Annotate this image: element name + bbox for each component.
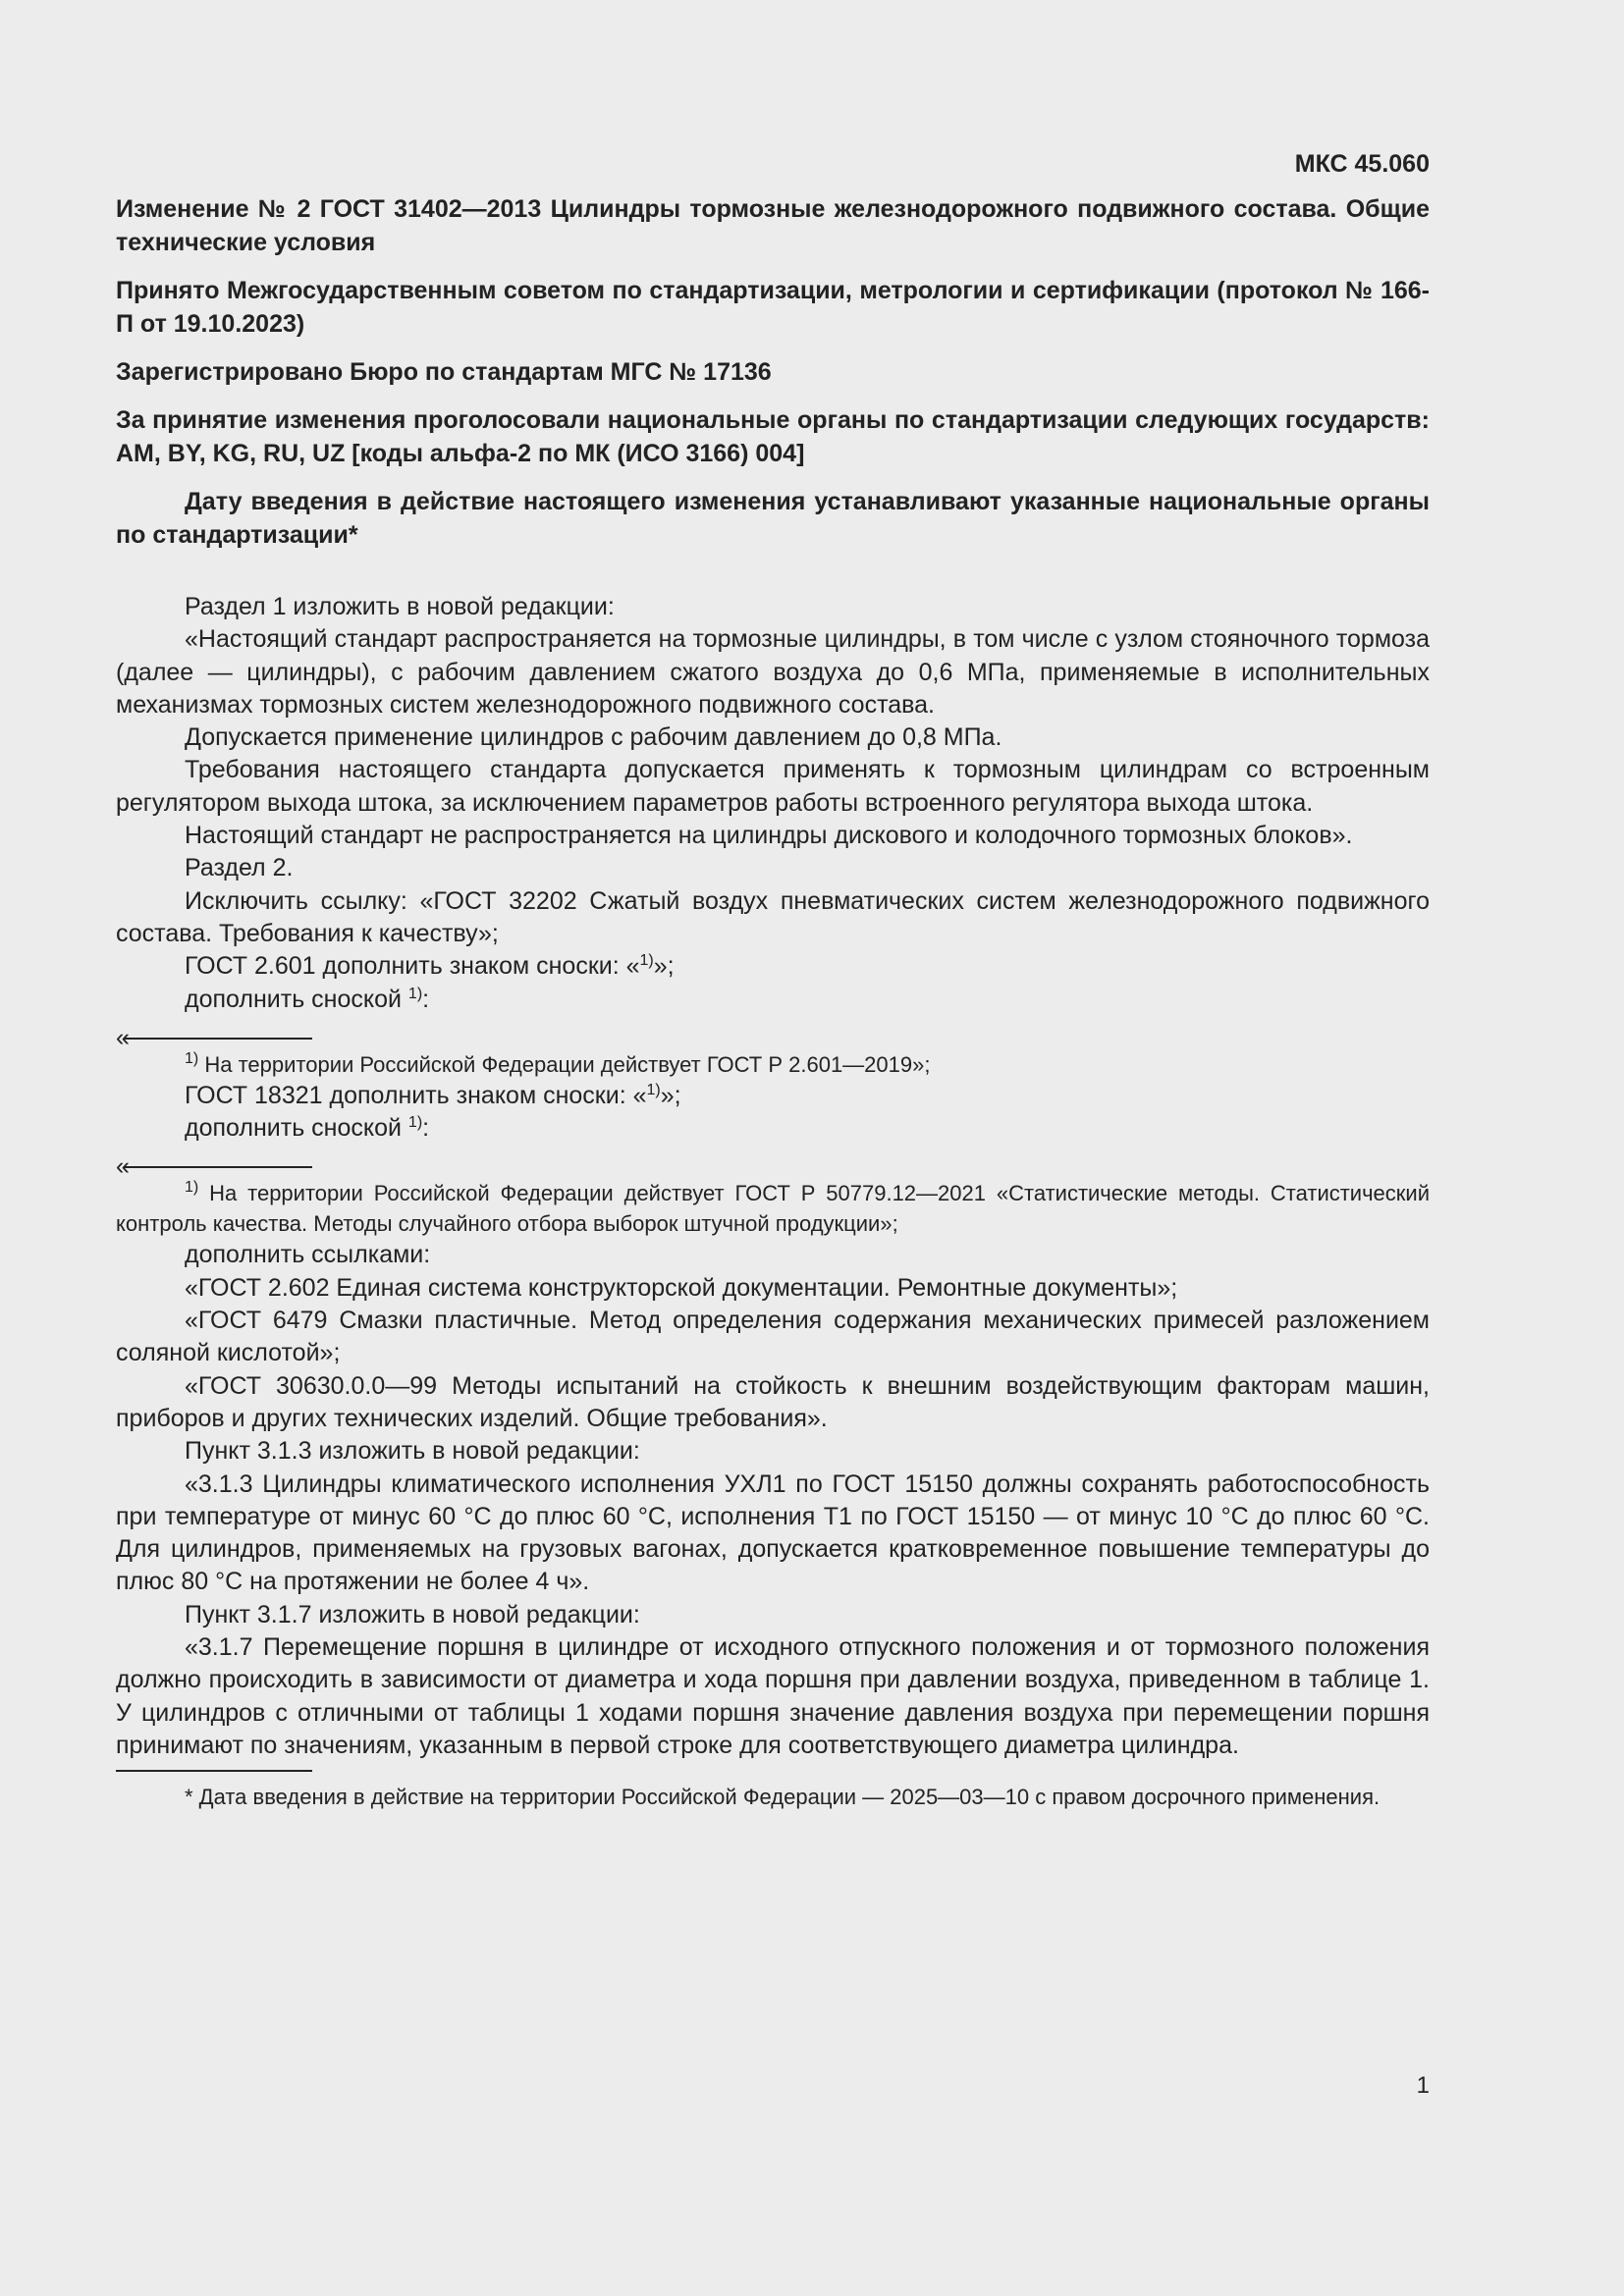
- footnote-mark: 1): [639, 952, 654, 970]
- page-number: 1: [1416, 2072, 1430, 2099]
- paragraph: Исключить ссылку: «ГОСТ 32202 Сжатый воздух пневматических систем железнодорожного подвижного состава. Требования к качеству»;: [116, 886, 1430, 947]
- paragraph: Пункт 3.1.7 изложить в новой редакции:: [185, 1600, 640, 1629]
- footnote-mark: 1): [185, 1179, 199, 1197]
- paragraph: «ГОСТ 6479 Смазки пластичные. Метод определения содержания механических примесей разложением соляной кислотой»;: [116, 1307, 1430, 1367]
- text-span: »;: [660, 1081, 681, 1109]
- document-page: [116, 147, 1430, 1834]
- paragraph: Раздел 2.: [185, 854, 294, 882]
- paragraph: [116, 984, 1430, 1016]
- footnote-mark: 1): [185, 1049, 199, 1067]
- effective-date-notice: Дату введения в действие настоящего изменения устанавливают указанные национальные органы по стандартизации*: [116, 488, 1430, 549]
- paragraph: «3.1.7 Перемещение поршня в цилиндре от исходного отпускного положения и от тормозного положения должно происходить в зависимости от диаметра и хода поршня при давлении воздуха, приведенном в таблице 1. У цилиндров с отличными от таблицы 1 ходами поршня значение давления воздуха при перемещении поршня принимают по значениям, указанным в первой строке для соответствующего диаметра цилиндра.: [116, 1633, 1430, 1759]
- footnote-mark: 1): [407, 1114, 423, 1132]
- paragraph: Настоящий стандарт не распространяется на цилиндры дискового и колодочного тормозных блоков».: [185, 822, 1353, 850]
- effective-date-footnote: * Дата введения в действие на территории Российской Федерации — 2025—03—10 с правом досрочного применения.: [185, 1785, 1380, 1810]
- separator-line: [124, 1038, 312, 1040]
- paragraph: «3.1.3 Цилиндры климатического исполнения УХЛ1 по ГОСТ 15150 должны сохранять работоспособность при температуре от минус 60 °С до плюс 60 °С, исполнения Т1 по ГОСТ 15150 — от минус 10 °С до плюс 60 °С. Для цилиндров, применяемых на грузовых вагонах, допускается кратковременное повышение температуры до плюс 80 °С на протяжении не более 4 ч».: [116, 1469, 1430, 1596]
- amendment-title: Изменение № 2 ГОСТ 31402—2013 Цилиндры тормозные железнодорожного подвижного состава. Общие технические условия: [116, 195, 1430, 256]
- footnote-separator: [116, 1023, 1430, 1051]
- amendment-body: [116, 591, 1430, 1762]
- paragraph: Пункт 3.1.3 изложить в новой редакции:: [185, 1437, 640, 1466]
- paragraph: [116, 1080, 1430, 1112]
- footnote-text: [116, 1178, 1430, 1239]
- paragraph: дополнить ссылками:: [185, 1241, 431, 1269]
- text-span: :: [422, 1114, 430, 1143]
- paragraph: «ГОСТ 30630.0.0—99 Методы испытаний на стойкость к внешним воздействующим факторам машин, приборов и других технических изделий. Общие требования».: [116, 1371, 1430, 1432]
- paragraph: «ГОСТ 2.602 Единая система конструкторской документации. Ремонтные документы»;: [185, 1273, 1178, 1302]
- registration-statement: Зарегистрировано Бюро по стандартам МГС № 17136: [116, 358, 772, 386]
- footnote-divider: [116, 1770, 312, 1772]
- footnote-mark: 1): [407, 985, 423, 1002]
- footnote-separator: [116, 1152, 1430, 1181]
- mks-code: МКС 45.060: [1294, 150, 1430, 178]
- paragraph: Требования настоящего стандарта допускается применять к тормозным цилиндрам со встроенным регулятором выхода штока, за исключением параметров работы встроенного регулятора выхода штока.: [116, 756, 1430, 817]
- inserted-footnote: [116, 1152, 1430, 1239]
- text-span: ГОСТ 18321 дополнить знаком сноски: «: [185, 1081, 647, 1109]
- footnote-mark: 1): [646, 1081, 661, 1098]
- text-span: ГОСТ 2.601 дополнить знаком сноски: «: [185, 952, 640, 981]
- separator-line: [124, 1166, 312, 1168]
- paragraph: Раздел 1 изложить в новой редакции:: [185, 593, 615, 620]
- text-span: На территории Российской Федерации действует ГОСТ Р 50779.12—2021 «Статистические методы. Статистический контроль качества. Методы случайного отбора выборок штучной продукции»;: [116, 1181, 1430, 1237]
- footnote-text: [116, 1049, 1430, 1080]
- paragraph: [116, 1112, 1430, 1145]
- opening-quote: «: [116, 1023, 130, 1051]
- paragraph: [116, 950, 1430, 983]
- opening-quote: «: [116, 1152, 130, 1181]
- text-span: »;: [653, 952, 675, 981]
- paragraph: Допускается применение цилиндров с рабочим давлением до 0,8 МПа.: [185, 723, 1002, 752]
- accepted-statement: Принято Межгосударственным советом по стандартизации, метрологии и сертификации (протокол № 166-П от 19.10.2023): [116, 277, 1430, 338]
- text-span: дополнить сноской: [185, 985, 402, 1013]
- text-span: :: [422, 985, 430, 1013]
- text-span: На территории Российской Федерации действует ГОСТ Р 2.601—2019»;: [204, 1051, 931, 1077]
- voting-statement: За принятие изменения проголосовали национальные органы по стандартизации следующих государств: AM, BY, KG, RU, UZ [коды альфа-2 по МК (ИСО 3166) 004]: [116, 406, 1430, 467]
- paragraph: «Настоящий стандарт распространяется на тормозные цилиндры, в том числе с узлом стояночного тормоза (далее — цилиндры), с рабочим давлением сжатого воздуха до 0,6 МПа, применяемые в исполнительных механизмах тормозных систем железнодорожного подвижного состава.: [116, 625, 1430, 719]
- inserted-footnote: [116, 1023, 1430, 1080]
- text-span: дополнить сноской: [185, 1114, 402, 1143]
